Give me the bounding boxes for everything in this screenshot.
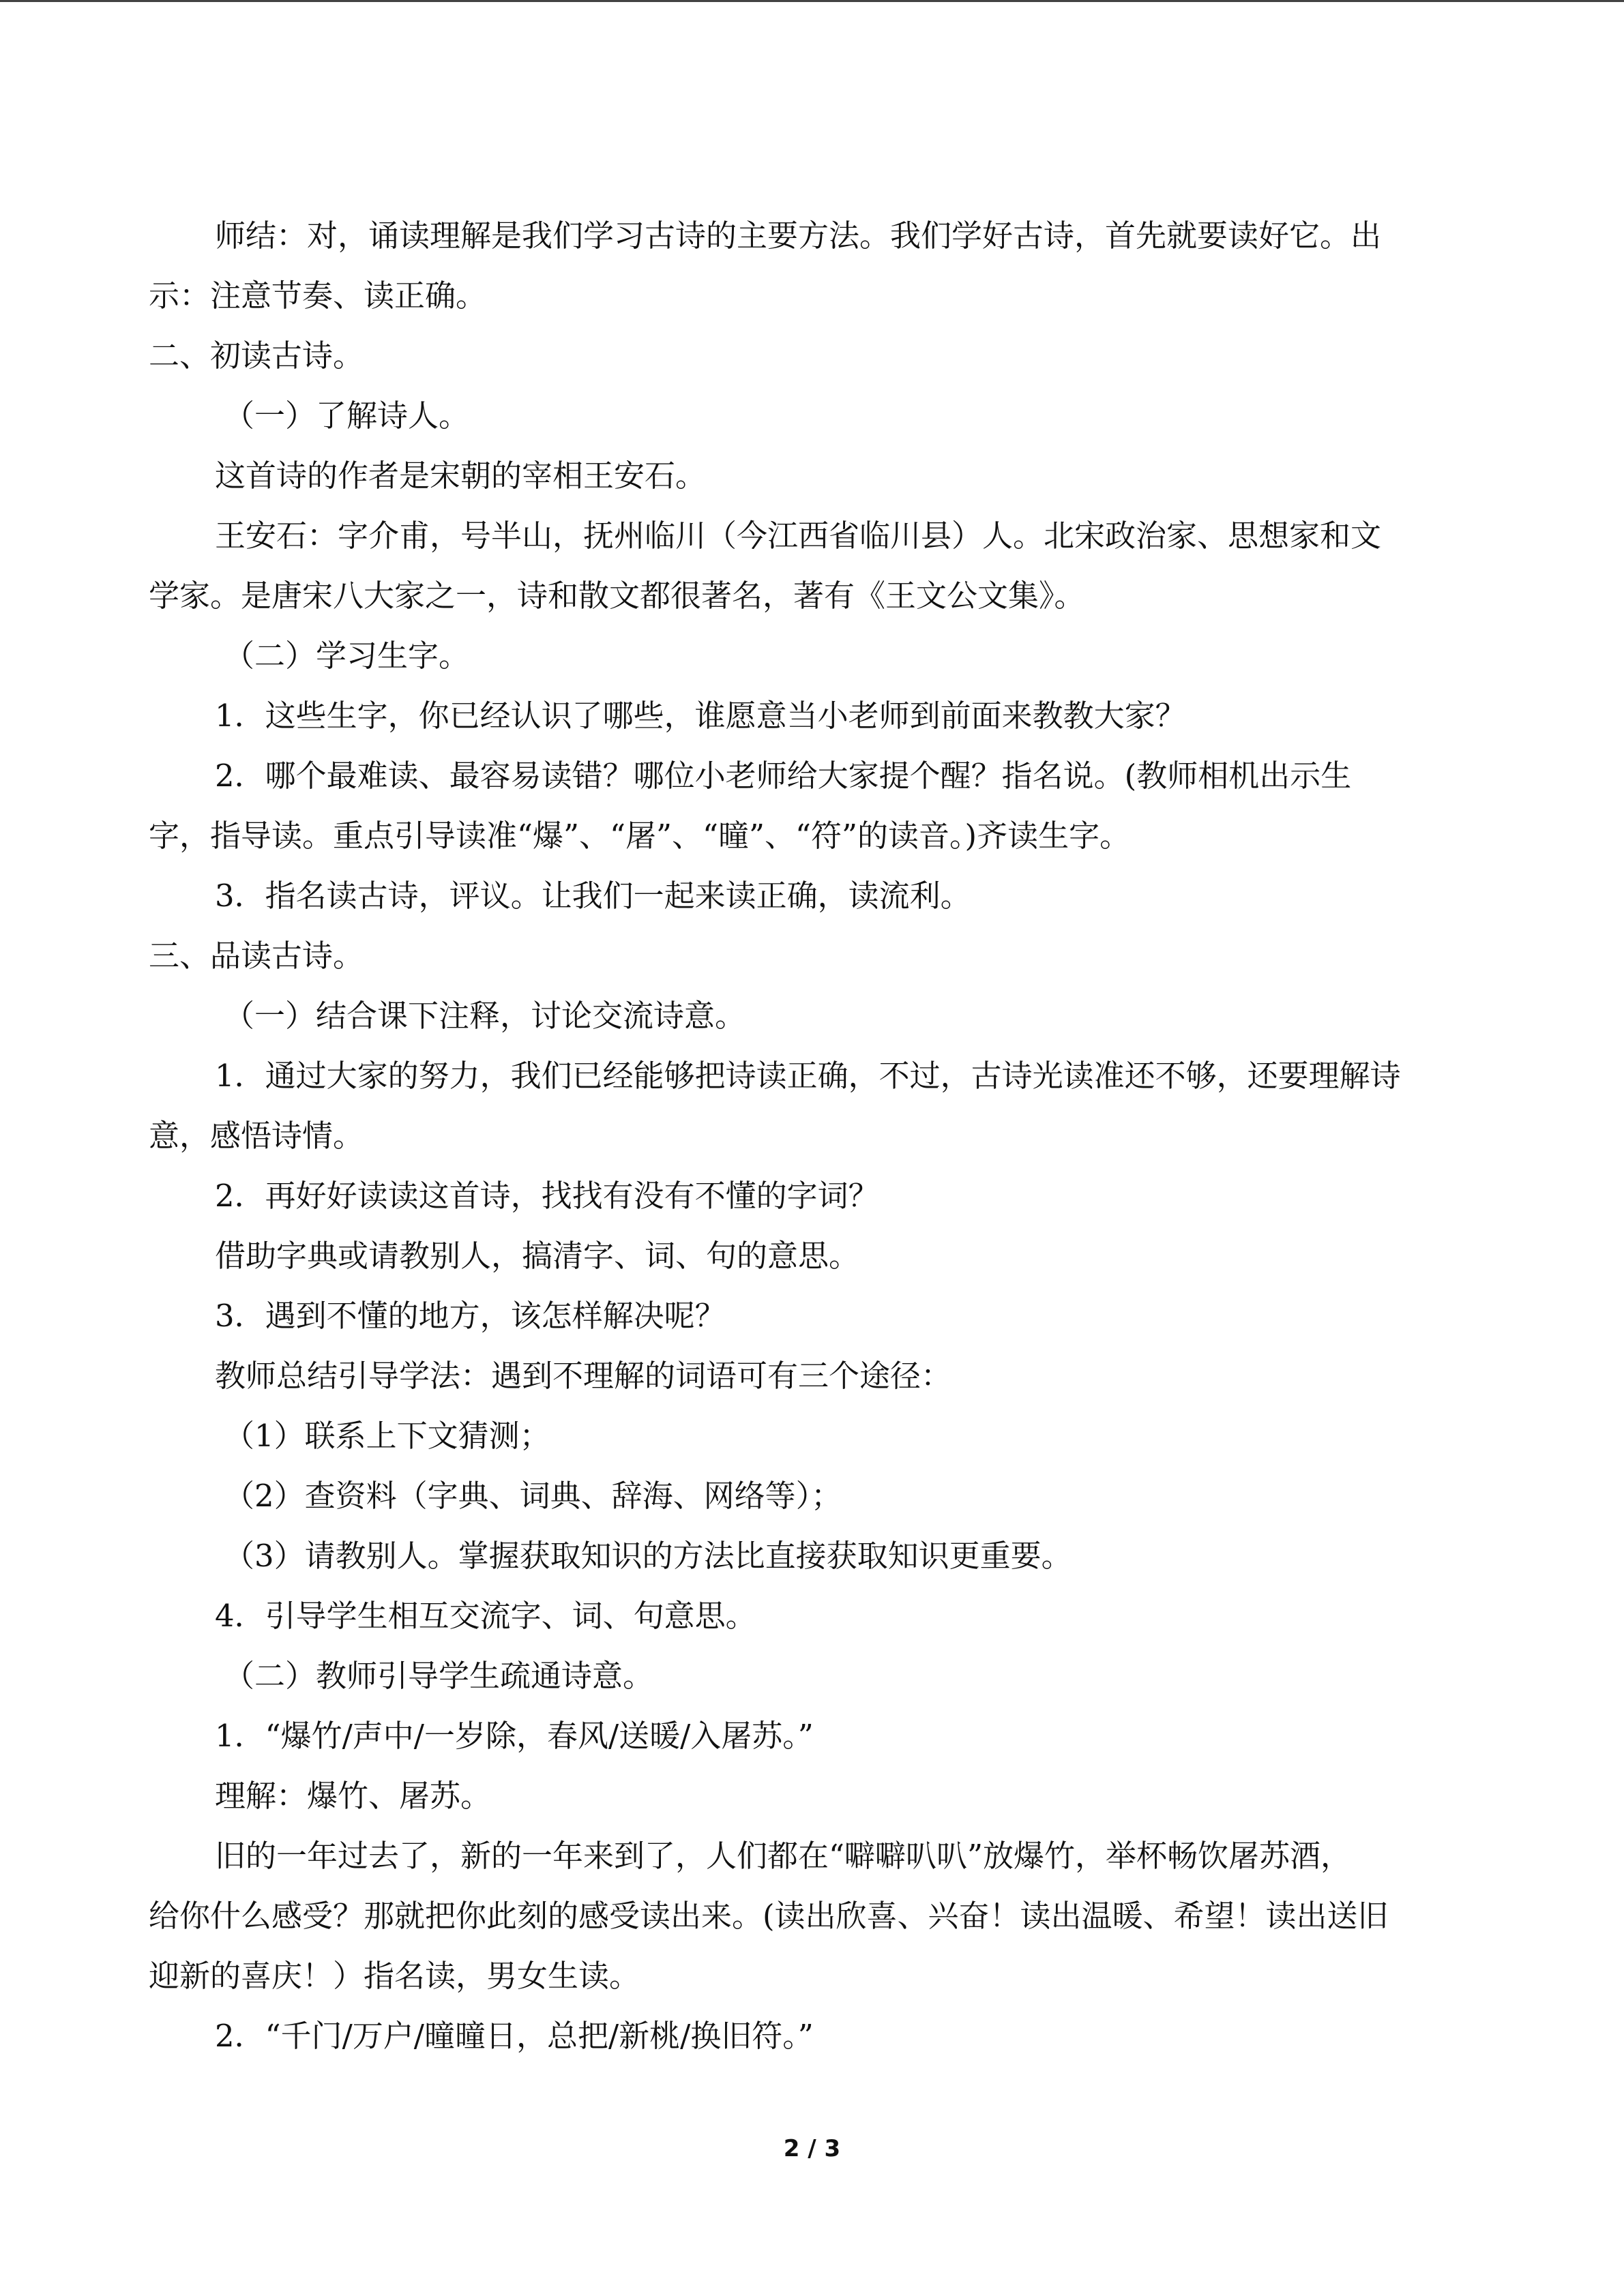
section-heading: 二、初读古诗。 <box>149 338 364 374</box>
page-number: 2 / 3 <box>783 2135 841 2162</box>
list-item: （2）查资料（字典、词典、辞海、网络等）； <box>224 1478 842 1514</box>
text-line: 借助字典或请教别人，搞清字、词、句的意思。 <box>215 1238 860 1274</box>
text-line: 4．引导学生相互交流字、词、句意思。 <box>215 1598 756 1634</box>
text-line: 教师总结引导学法：遇到不理解的词语可有三个途径： <box>215 1358 952 1394</box>
text-line: 学家。是唐宋八大家之一，诗和散文都很著名，著有《王文公文集》。 <box>149 578 1085 614</box>
text-line: 示：注意节奏、读正确。 <box>149 278 487 314</box>
text-line: 字，指导读。重点引导读准“爆”、“屠”、“曈”、“符”的读音。)齐读生字。 <box>149 818 1131 854</box>
text-line: 王安石：字介甫，号半山，抚州临川（今江西省临川县）人。北宋政治家、思想家和文 <box>215 518 1382 554</box>
text-line: 理解：爆竹、屠苏。 <box>215 1778 492 1814</box>
text-line: 师结：对，诵读理解是我们学习古诗的主要方法。我们学好古诗，首先就要读好它。出 <box>215 218 1382 254</box>
text-line: 这首诗的作者是宋朝的宰相王安石。 <box>215 458 707 494</box>
section-heading: 三、品读古诗。 <box>149 938 364 974</box>
subsection-heading: （一）结合课下注释，讨论交流诗意。 <box>224 998 746 1034</box>
text-line: 2．再好好读读这首诗，找找有没有不懂的字词？ <box>215 1178 879 1214</box>
list-item: （3）请教别人。掌握获取知识的方法比直接获取知识更重要。 <box>224 1538 1072 1574</box>
text-line: 旧的一年过去了，新的一年来到了，人们都在“噼噼叭叭”放爆竹，举杯畅饮屠苏酒， <box>215 1838 1352 1874</box>
list-item: （1）联系上下文猜测； <box>224 1418 550 1454</box>
text-line: 迎新的喜庆！）指名读，男女生读。 <box>149 1958 640 1994</box>
text-line: 意，感悟诗情。 <box>149 1118 364 1154</box>
subsection-heading: （一）了解诗人。 <box>224 398 470 434</box>
text-line: 给你什么感受？那就把你此刻的感受读出来。(读出欣喜、兴奋！读出温暖、希望！读出送旧 <box>149 1898 1389 1934</box>
text-line: 3．遇到不懂的地方，该怎样解决呢？ <box>215 1298 726 1334</box>
document-body <box>149 206 1475 2066</box>
text-line: 3．指名读古诗，评议。让我们一起来读正确，读流利。 <box>215 878 971 914</box>
text-line: 1．这些生字，你已经认识了哪些，谁愿意当小老师到前面来教教大家？ <box>215 698 1186 734</box>
text-line: 2．哪个最难读、最容易读错？哪位小老师给大家提个醒？指名说。(教师相机出示生 <box>215 758 1352 794</box>
subsection-heading: （二）教师引导学生疏通诗意。 <box>224 1658 654 1694</box>
top-border <box>0 0 1624 2</box>
poem-line: 2．“千门/万户/曈曈日，总把/新桃/换旧符。” <box>215 2018 814 2054</box>
text-line: 1．通过大家的努力，我们已经能够把诗读正确，不过，古诗光读准还不够，还要理解诗 <box>215 1058 1401 1094</box>
poem-line: 1．“爆竹/声中/一岁除，春风/送暖/入屠苏。” <box>215 1718 814 1754</box>
subsection-heading: （二）学习生字。 <box>224 638 470 674</box>
